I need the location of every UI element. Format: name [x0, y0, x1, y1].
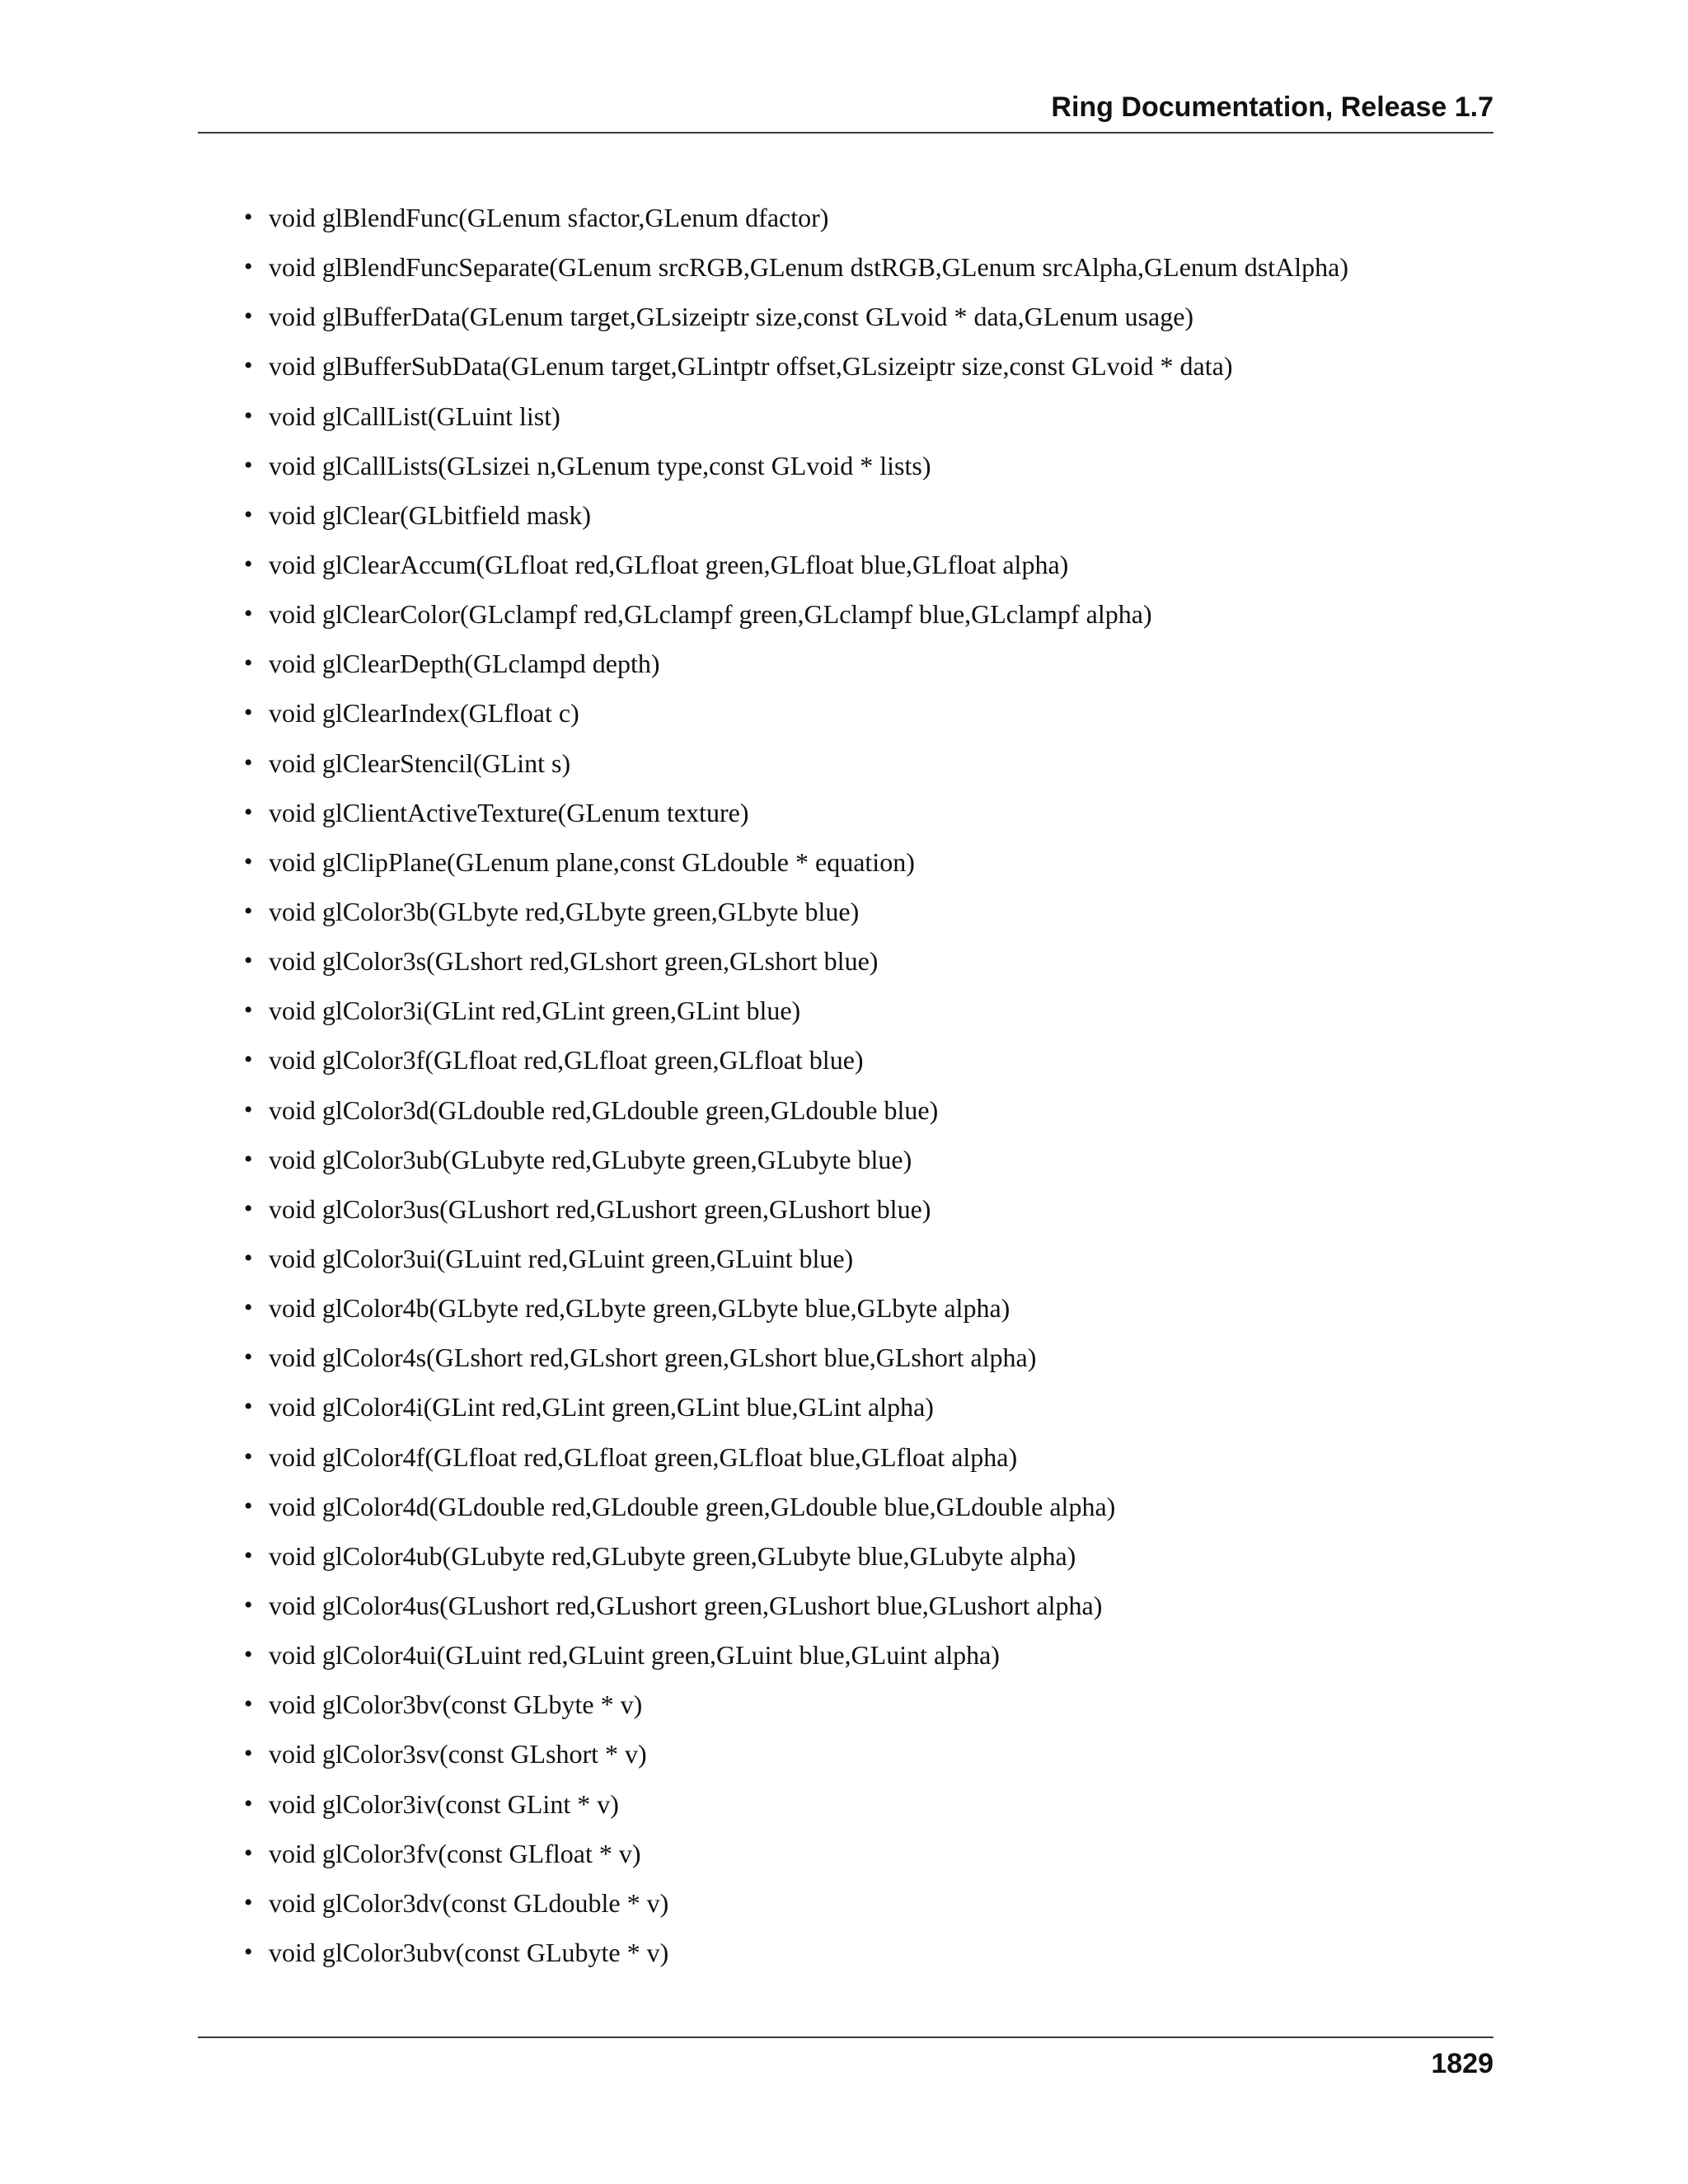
function-list-item	[239, 1337, 1493, 1386]
bullet-icon: •	[244, 1690, 253, 1718]
function-signature: void glColor3f(GLfloat red,GLfloat green,GLfloat blue)	[269, 1045, 864, 1076]
function-signature: void glClearColor(GLclampf red,GLclampf green,GLclampf blue,GLclampf alpha)	[269, 599, 1152, 630]
function-list-item	[239, 1733, 1493, 1783]
function-list-item	[239, 1783, 1493, 1833]
function-signature: void glClearIndex(GLfloat c)	[269, 698, 579, 729]
bullet-icon: •	[244, 600, 253, 628]
page-number: 1829	[1431, 2048, 1493, 2079]
function-signature: void glColor3sv(const GLshort * v)	[269, 1739, 647, 1769]
function-list-item	[239, 1932, 1493, 1981]
function-list-item	[239, 1188, 1493, 1238]
function-signature: void glClearDepth(GLclampd depth)	[269, 649, 660, 679]
function-list-item	[239, 1238, 1493, 1287]
bullet-icon: •	[244, 699, 253, 727]
bullet-icon: •	[244, 649, 253, 677]
bullet-icon: •	[244, 1343, 253, 1371]
function-list-item	[239, 296, 1493, 345]
function-signature: void glColor3i(GLint red,GLint green,GLint blue)	[269, 996, 801, 1026]
function-signature: void glBlendFuncSeparate(GLenum srcRGB,GLenum dstRGB,GLenum srcAlpha,GLenum dstAlpha)	[269, 252, 1348, 283]
function-signature: void glColor4s(GLshort red,GLshort green,GLshort blue,GLshort alpha)	[269, 1343, 1037, 1373]
function-signature: void glColor4us(GLushort red,GLushort green,GLushort blue,GLushort alpha)	[269, 1590, 1103, 1620]
function-list-item	[239, 891, 1493, 940]
bullet-icon: •	[244, 500, 253, 528]
bullet-icon: •	[244, 847, 253, 875]
bullet-icon: •	[244, 1046, 253, 1074]
bullet-icon: •	[244, 1194, 253, 1222]
function-list	[239, 197, 1493, 1981]
function-list-item	[239, 1486, 1493, 1535]
function-list-item	[239, 544, 1493, 593]
bullet-icon: •	[244, 253, 253, 281]
function-signature: void glColor3ub(GLubyte red,GLubyte green,GLubyte blue)	[269, 1144, 912, 1174]
bullet-icon: •	[244, 302, 253, 330]
function-signature: void glClientActiveTexture(GLenum texture)	[269, 797, 749, 827]
bullet-icon: •	[244, 204, 253, 231]
bullet-icon: •	[244, 1442, 253, 1470]
function-list-item	[239, 1634, 1493, 1684]
function-signature: void glColor3fv(const GLfloat * v)	[269, 1838, 641, 1868]
page-header	[198, 87, 1493, 134]
function-list-item	[239, 1535, 1493, 1585]
bullet-icon: •	[244, 1839, 253, 1867]
function-list-item	[239, 692, 1493, 742]
bullet-icon: •	[244, 401, 253, 429]
function-list-item	[239, 246, 1493, 296]
function-signature: void glColor4f(GLfloat red,GLfloat green,GLfloat blue,GLfloat alpha)	[269, 1441, 1018, 1472]
function-list-item	[239, 445, 1493, 494]
bullet-icon: •	[244, 798, 253, 826]
function-signature: void glColor3dv(const GLdouble * v)	[269, 1887, 669, 1918]
bullet-icon: •	[244, 1740, 253, 1768]
function-list-item	[239, 1436, 1493, 1486]
function-list-item	[239, 1833, 1493, 1882]
bullet-icon: •	[244, 1641, 253, 1669]
function-signature: void glColor4ui(GLuint red,GLuint green,GLuint blue,GLuint alpha)	[269, 1640, 1000, 1671]
function-signature: void glCallList(GLuint list)	[269, 401, 560, 431]
function-list-item	[239, 1585, 1493, 1634]
function-signature: void glColor3s(GLshort red,GLshort green,GLshort blue)	[269, 946, 879, 977]
function-list-item	[239, 1684, 1493, 1733]
function-signature: void glColor3bv(const GLbyte * v)	[269, 1690, 643, 1720]
function-signature: void glBlendFunc(GLenum sfactor,GLenum dfactor)	[269, 203, 829, 232]
function-list-item	[239, 643, 1493, 692]
bullet-icon: •	[244, 748, 253, 776]
function-signature: void glClearStencil(GLint s)	[269, 748, 571, 778]
bullet-icon: •	[244, 1888, 253, 1916]
function-signature: void glBufferData(GLenum target,GLsizeiptr size,const GLvoid * data,GLenum usage)	[269, 302, 1194, 332]
function-list-section	[239, 197, 1493, 1981]
function-list-item	[239, 396, 1493, 445]
function-list-item	[239, 1287, 1493, 1337]
bullet-icon: •	[244, 451, 253, 479]
bullet-icon: •	[244, 1244, 253, 1272]
function-list-item	[239, 1090, 1493, 1139]
function-signature: void glColor3ui(GLuint red,GLuint green,GLuint blue)	[269, 1243, 854, 1273]
page-footer	[198, 2036, 1493, 2079]
function-list-item	[239, 345, 1493, 395]
bullet-icon: •	[244, 1591, 253, 1619]
function-list-item	[239, 197, 1493, 246]
function-list-item	[239, 1139, 1493, 1188]
function-signature: void glClipPlane(GLenum plane,const GLdouble * equation)	[269, 846, 915, 877]
function-signature: void glColor3d(GLdouble red,GLdouble green,GLdouble blue)	[269, 1094, 939, 1125]
bullet-icon: •	[244, 1492, 253, 1520]
bullet-icon: •	[244, 1541, 253, 1569]
function-signature: void glCallLists(GLsizei n,GLenum type,const GLvoid * lists)	[269, 450, 931, 480]
function-signature: void glColor4ub(GLubyte red,GLubyte green,GLubyte blue,GLubyte alpha)	[269, 1540, 1076, 1571]
function-list-item	[239, 940, 1493, 990]
function-list-item	[239, 792, 1493, 841]
function-signature: void glClearAccum(GLfloat red,GLfloat green,GLfloat blue,GLfloat alpha)	[269, 549, 1069, 579]
function-signature: void glColor3b(GLbyte red,GLbyte green,GLbyte blue)	[269, 896, 860, 926]
function-list-item	[239, 1386, 1493, 1436]
bullet-icon: •	[244, 897, 253, 925]
function-signature: void glBufferSubData(GLenum target,GLintptr offset,GLsizeiptr size,const GLvoid * data)	[269, 351, 1233, 382]
function-list-item	[239, 494, 1493, 544]
function-signature: void glColor4b(GLbyte red,GLbyte green,GLbyte blue,GLbyte alpha)	[269, 1293, 1010, 1324]
function-list-item	[239, 593, 1493, 643]
function-list-item	[239, 990, 1493, 1039]
function-signature: void glColor3iv(const GLint * v)	[269, 1788, 619, 1819]
function-list-item	[239, 743, 1493, 792]
bullet-icon: •	[244, 947, 253, 975]
bullet-icon: •	[244, 996, 253, 1024]
function-signature: void glClear(GLbitfield mask)	[269, 499, 592, 530]
bullet-icon: •	[244, 1393, 253, 1421]
bullet-icon: •	[244, 1095, 253, 1123]
function-list-item	[239, 841, 1493, 891]
bullet-icon: •	[244, 1294, 253, 1322]
bullet-icon: •	[244, 352, 253, 380]
bullet-icon: •	[244, 1145, 253, 1173]
document-title: Ring Documentation, Release 1.7	[1051, 91, 1493, 123]
function-signature: void glColor4i(GLint red,GLint green,GLint blue,GLint alpha)	[269, 1392, 934, 1422]
function-list-item	[239, 1039, 1493, 1089]
bullet-icon: •	[244, 1789, 253, 1817]
function-signature: void glColor3us(GLushort red,GLushort green,GLushort blue)	[269, 1193, 931, 1224]
function-signature: void glColor4d(GLdouble red,GLdouble green,GLdouble blue,GLdouble alpha)	[269, 1491, 1116, 1521]
bullet-icon: •	[244, 1938, 253, 1966]
bullet-icon: •	[244, 550, 253, 578]
function-list-item	[239, 1882, 1493, 1932]
function-signature: void glColor3ubv(const GLubyte * v)	[269, 1937, 669, 1967]
